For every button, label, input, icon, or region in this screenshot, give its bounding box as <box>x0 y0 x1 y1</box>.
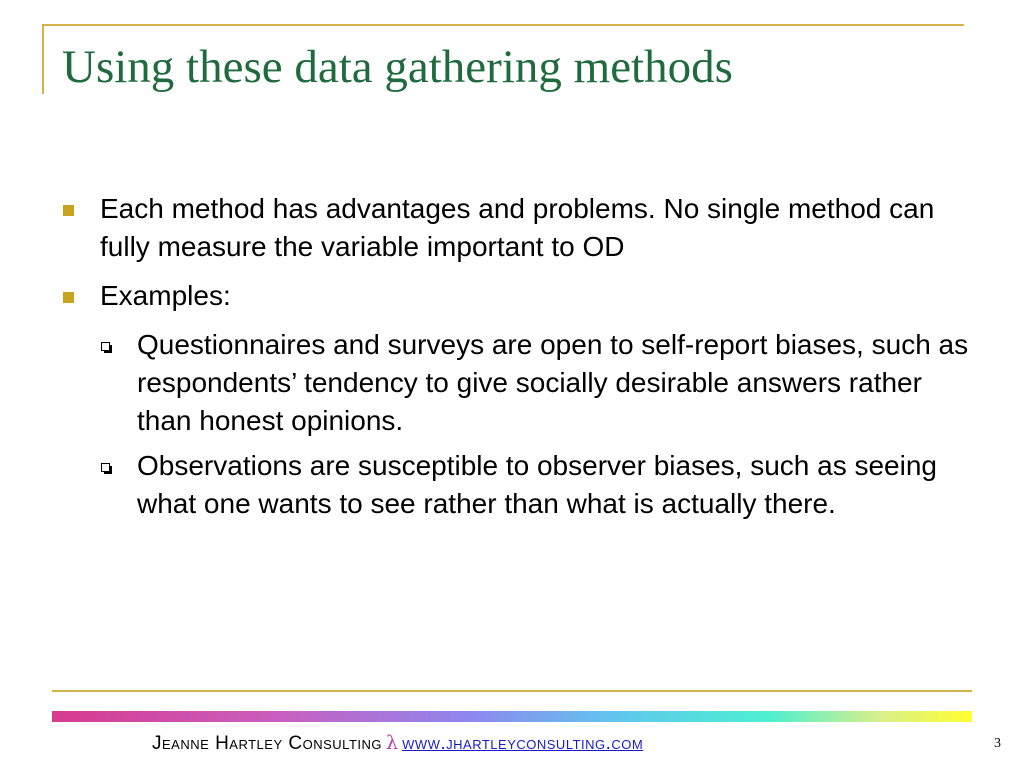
hollow-square-bullet-icon <box>101 463 110 472</box>
bullet-item <box>60 277 970 315</box>
footer-gradient-bar <box>52 711 972 722</box>
lambda-icon: λ <box>386 732 399 754</box>
footer <box>152 731 643 756</box>
hollow-square-bullet-icon <box>101 342 110 351</box>
slide-title: Using these data gathering methods <box>62 41 733 93</box>
slide-content <box>60 190 970 530</box>
page-number: 3 <box>994 736 1001 751</box>
sub-bullet-text: Observations are susceptible to observer biases, such as seeing what one wants to see rather than what is actually there. <box>137 450 937 519</box>
sub-bullet-item <box>60 447 970 523</box>
title-frame-left-line <box>42 24 44 94</box>
bullet-text: Examples: <box>100 280 231 311</box>
bullet-text: Each method has advantages and problems. No single method can fully measure the variable important to OD <box>100 193 935 262</box>
sub-bullet-item <box>60 326 970 440</box>
title-frame-top-line <box>42 24 964 26</box>
footer-url-link[interactable]: www.jhartleyconsulting.com <box>402 733 644 754</box>
footer-divider <box>52 690 972 692</box>
sub-bullet-text: Questionnaires and surveys are open to self-report biases, such as respondents’ tendency to give socially desirable answers rather than honest opinions. <box>137 329 969 436</box>
bullet-item <box>60 190 970 266</box>
square-bullet-icon <box>63 292 74 303</box>
footer-company: Jeanne Hartley Consulting <box>152 733 383 754</box>
square-bullet-icon <box>63 205 74 216</box>
